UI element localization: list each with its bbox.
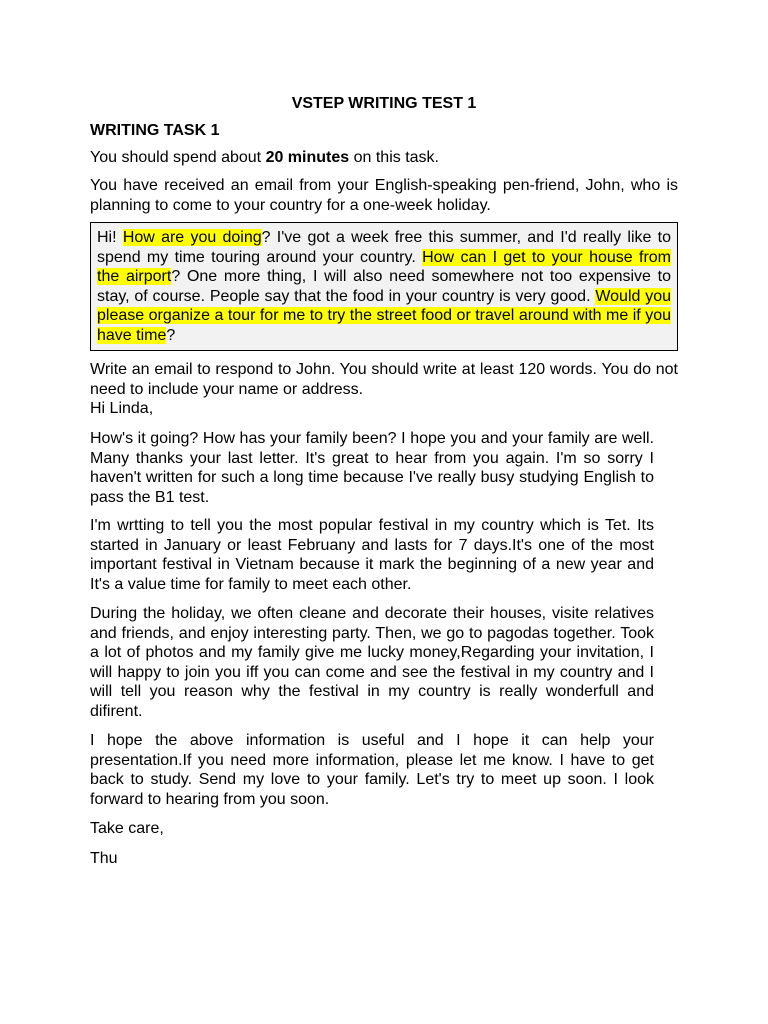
email-text-2: ? I've got a week free this summer, and I'd really like to spend my time touring around your country. (97, 229, 671, 266)
email-highlight-2: How can I get to your house from the airport (97, 248, 671, 285)
email-prompt-box (90, 222, 678, 351)
answer-paragraph-2: I'm wrtting to tell you the most popular festival in my country which is Tet. Its started in January or least Februany and lasts for 7 days.It's one of the most important festival in Vietnam because it mark the beginning of a new year and It's a value time for family to meet each other. (90, 517, 654, 593)
task-intro: You have received an email from your English-speaking pen-friend, John, who is planning to come to your country for a one-week holiday. (90, 177, 678, 214)
time-pre: You should spend about (90, 149, 266, 166)
email-highlight-3: Would you please organize a tour for me to try the street food or travel around with me if you have time (97, 287, 671, 344)
answer-paragraph-4: I hope the above information is useful and I hope it can help your presentation.If you need more information, please let me know. I have to get back to study. Send my love to your family. Let's try to meet up soon. I look forward to hearing from you soon. (90, 732, 654, 808)
email-text-3: ? One more thing, I will also need somewhere not too expensive to stay, of course. People say that the food in your country is very good. (97, 268, 671, 305)
writing-instruction: Write an email to respond to John. You should write at least 120 words. You do not need to include your name or address. (90, 361, 678, 398)
answer-paragraph-3: During the holiday, we often cleane and decorate their houses, visite relatives and friends, and enjoy interesting party. Then, we go to pagodas together. Took a lot of photos and my family give me lucky money,Regarding your invitation, I will happy to join you iff you can come and see the festival in my country and I will tell you reason why the festival in my country is really wonderfull and difirent. (90, 605, 654, 720)
time-instruction (90, 148, 678, 168)
time-post: on this task. (349, 149, 439, 166)
document-title: VSTEP WRITING TEST 1 (291, 95, 477, 112)
task-heading: WRITING TASK 1 (90, 122, 220, 139)
email-text-4: ? (166, 326, 176, 344)
answer-paragraph-1: How's it going? How has your family been? I hope you and your family are well. Many thanks your last letter. It's great to hear from you again. I'm so sorry I haven't written for such a long time because I've really busy studying English to pass the B1 test. (90, 430, 654, 506)
email-highlight-1: How are you doing (122, 229, 262, 246)
email-text-1: Hi! (97, 229, 123, 246)
time-bold: 20 minutes (265, 149, 350, 166)
answer-closing: Take care, (90, 820, 164, 837)
answer-signature: Thu (90, 850, 118, 867)
answer-greeting: Hi Linda, (90, 400, 154, 417)
